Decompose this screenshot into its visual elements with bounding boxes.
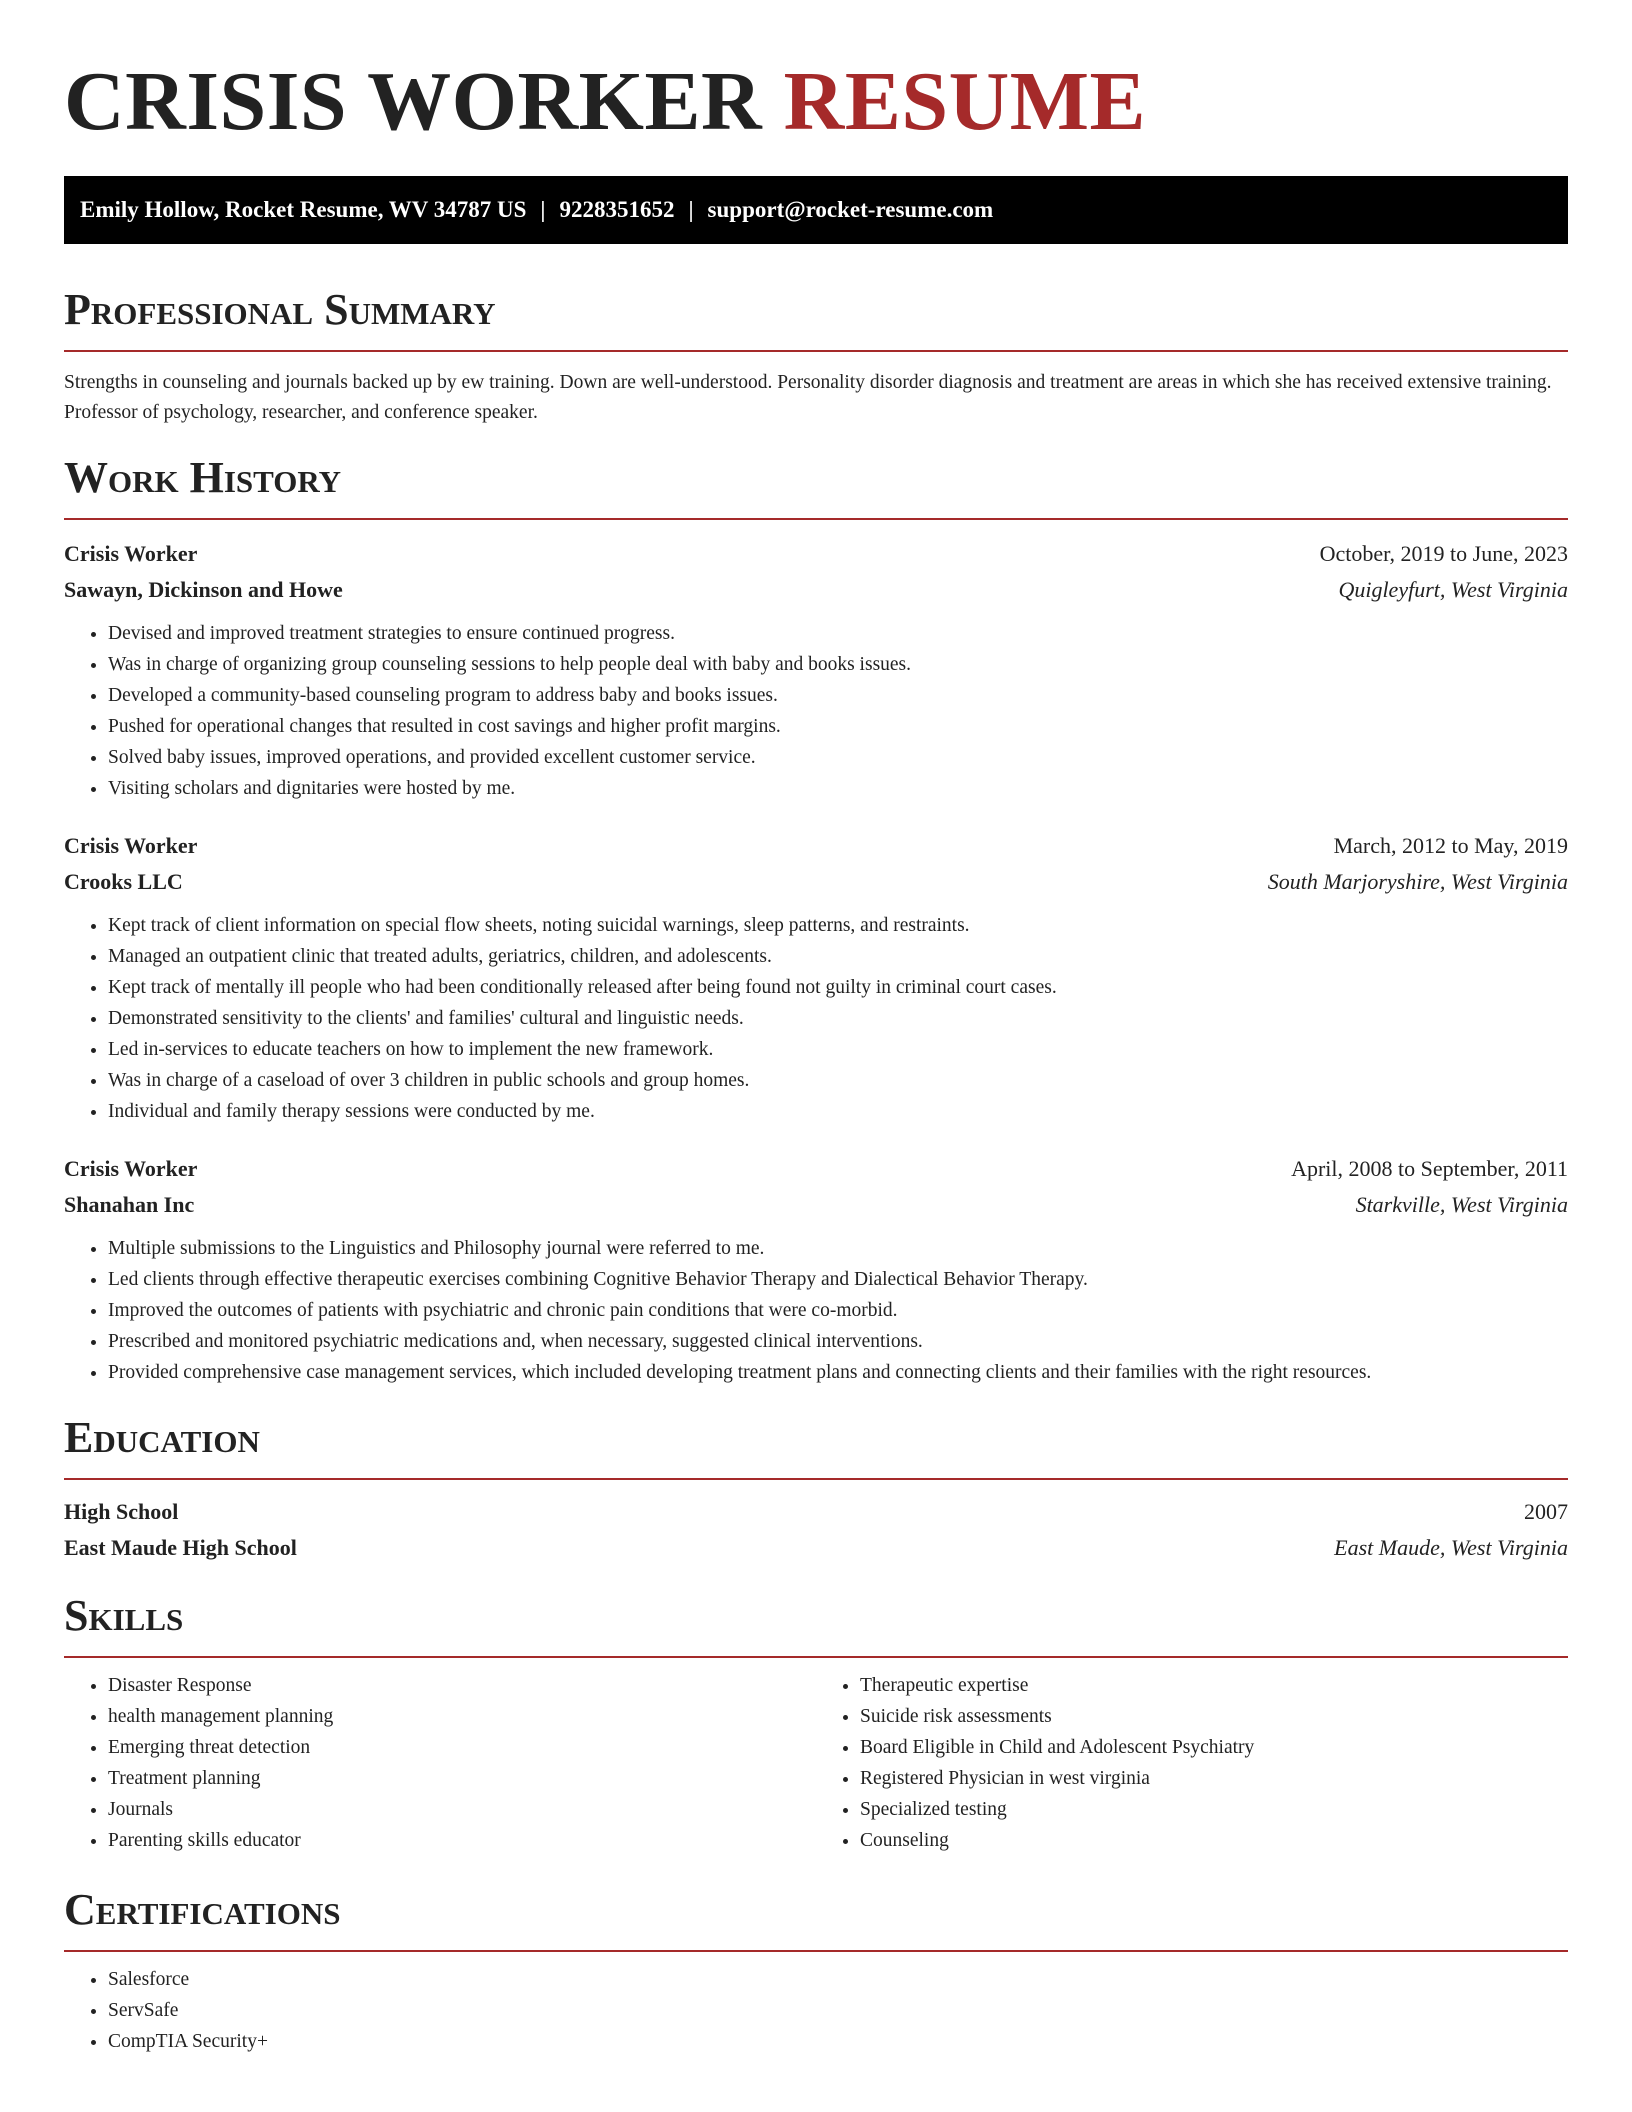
skill-item: • Registered Physician in west virginia (860, 1763, 1568, 1794)
contact-address: Emily Hollow, Rocket Resume, WV 34787 US (80, 197, 527, 222)
contact-separator: | (540, 197, 546, 222)
job-title: Crisis Worker (64, 1156, 198, 1181)
education-entry (64, 1494, 1568, 1566)
skills-list-left (64, 1670, 816, 1856)
contact-email: support@rocket-resume.com (707, 197, 994, 222)
job-company: Sawayn, Dickinson and Howe (64, 577, 343, 602)
work-history-section (64, 452, 1568, 1388)
job-bullet: • Kept track of client information on special flow sheets, noting suicidal warnings, sleep patterns, and restraints. (108, 910, 1568, 941)
job-bullet: • Pushed for operational changes that resulted in cost savings and higher profit margins. (108, 711, 1568, 742)
job-location: Starkville, West Virginia (1355, 1192, 1568, 1217)
contact-bar (64, 176, 1568, 244)
certifications-list (64, 1964, 1568, 2057)
job-bullet: • Multiple submissions to the Linguistics and Philosophy journal were referred to me. (108, 1233, 1568, 1264)
education-section (64, 1412, 1568, 1566)
skills-list-right (816, 1670, 1568, 1856)
skill-item: • Counseling (860, 1825, 1568, 1856)
contact-phone: 9228351652 (559, 197, 675, 222)
job-bullet: • Improved the outcomes of patients with psychiatric and chronic pain conditions that were co-morbid. (108, 1295, 1568, 1326)
job-bullet: • Led clients through effective therapeutic exercises combining Cognitive Behavior Therapy and Dialectical Behavior Therapy. (108, 1264, 1568, 1295)
section-divider (64, 350, 1568, 352)
job-subheader (64, 572, 1568, 608)
contact-separator: | (688, 197, 694, 222)
job-header (64, 1151, 1568, 1187)
education-location: East Maude, West Virginia (1334, 1535, 1568, 1560)
job-company: Crooks LLC (64, 869, 183, 894)
job-bullet: • Was in charge of organizing group counseling sessions to help people deal with baby and books issues. (108, 649, 1568, 680)
certification-item: • Salesforce (108, 1964, 1568, 1995)
job-bullet: • Solved baby issues, improved operations, and provided excellent customer service. (108, 742, 1568, 773)
skill-item: • health management planning (108, 1701, 816, 1732)
job-entry (64, 828, 1568, 1127)
job-subheader (64, 1187, 1568, 1223)
job-location: Quigleyfurt, West Virginia (1338, 577, 1568, 602)
section-heading-work-history: Work History (64, 453, 342, 502)
job-dates: April, 2008 to September, 2011 (1291, 1156, 1568, 1181)
skills-grid (64, 1670, 1568, 1856)
job-bullet: • Devised and improved treatment strategies to ensure continued progress. (108, 618, 1568, 649)
skill-item: • Suicide risk assessments (860, 1701, 1568, 1732)
skill-item: • Emerging threat detection (108, 1732, 816, 1763)
job-company: Shanahan Inc (64, 1192, 195, 1217)
job-bullets (64, 618, 1568, 804)
summary-section (64, 284, 1568, 428)
job-bullet: • Visiting scholars and dignitaries were hosted by me. (108, 773, 1568, 804)
title-main: CRISIS WORKER (64, 55, 763, 148)
job-bullet: • Prescribed and monitored psychiatric medications and, when necessary, suggested clinical interventions. (108, 1326, 1568, 1357)
job-bullet: • Led in-services to educate teachers on how to implement the new framework. (108, 1034, 1568, 1065)
job-bullet: • Kept track of mentally ill people who had been conditionally released after being found not guilty in criminal court cases. (108, 972, 1568, 1003)
certification-item: • CompTIA Security+ (108, 2026, 1568, 2057)
education-year: 2007 (1524, 1499, 1568, 1524)
section-divider (64, 1656, 1568, 1658)
education-subheader (64, 1530, 1568, 1566)
certification-item: • ServSafe (108, 1995, 1568, 2026)
job-dates: October, 2019 to June, 2023 (1319, 541, 1568, 566)
job-bullet: • Provided comprehensive case management services, which included developing treatment plans and connecting clients and their families with the right resources. (108, 1357, 1568, 1388)
job-bullet: • Managed an outpatient clinic that treated adults, geriatrics, children, and adolescents. (108, 941, 1568, 972)
section-divider (64, 1478, 1568, 1480)
job-dates: March, 2012 to May, 2019 (1333, 833, 1568, 858)
skill-item: • Treatment planning (108, 1763, 816, 1794)
job-subheader (64, 864, 1568, 900)
skills-section (64, 1590, 1568, 1856)
job-bullet: • Developed a community-based counseling program to address baby and books issues. (108, 680, 1568, 711)
summary-text: Strengths in counseling and journals backed up by ew training. Down are well-understood. Personality disorder diagnosis and treatment are areas in which she has received extensive training. Professor of psychology, researcher, and conference speaker. (64, 372, 1552, 423)
education-school: East Maude High School (64, 1535, 297, 1560)
section-divider (64, 518, 1568, 520)
job-bullet: • Was in charge of a caseload of over 3 children in public schools and group homes. (108, 1065, 1568, 1096)
education-header (64, 1494, 1568, 1530)
certifications-section (64, 1884, 1568, 2057)
resume-content (64, 0, 1568, 2057)
job-header (64, 828, 1568, 864)
section-heading-skills: Skills (64, 1591, 184, 1640)
skill-item: • Journals (108, 1794, 816, 1825)
job-bullets (64, 1233, 1568, 1388)
job-entry (64, 1151, 1568, 1388)
job-location: South Marjoryshire, West Virginia (1267, 869, 1568, 894)
section-heading-summary: Professional Summary (64, 285, 496, 334)
job-header (64, 536, 1568, 572)
job-title: Crisis Worker (64, 833, 198, 858)
section-divider (64, 1950, 1568, 1952)
job-title: Crisis Worker (64, 541, 198, 566)
skill-item: • Specialized testing (860, 1794, 1568, 1825)
skill-item: • Disaster Response (108, 1670, 816, 1701)
job-bullets (64, 910, 1568, 1127)
skill-item: • Therapeutic expertise (860, 1670, 1568, 1701)
job-bullet: • Individual and family therapy sessions were conducted by me. (108, 1096, 1568, 1127)
section-heading-education: Education (64, 1413, 260, 1462)
education-degree: High School (64, 1499, 179, 1524)
section-heading-certifications: Certifications (64, 1885, 341, 1934)
job-bullet: • Demonstrated sensitivity to the clients' and families' cultural and linguistic needs. (108, 1003, 1568, 1034)
skill-item: • Parenting skills educator (108, 1825, 816, 1856)
job-entry (64, 536, 1568, 804)
title-accent: RESUME (783, 55, 1147, 148)
skill-item: • Board Eligible in Child and Adolescent Psychiatry (860, 1732, 1568, 1763)
resume-title (64, 0, 1568, 152)
